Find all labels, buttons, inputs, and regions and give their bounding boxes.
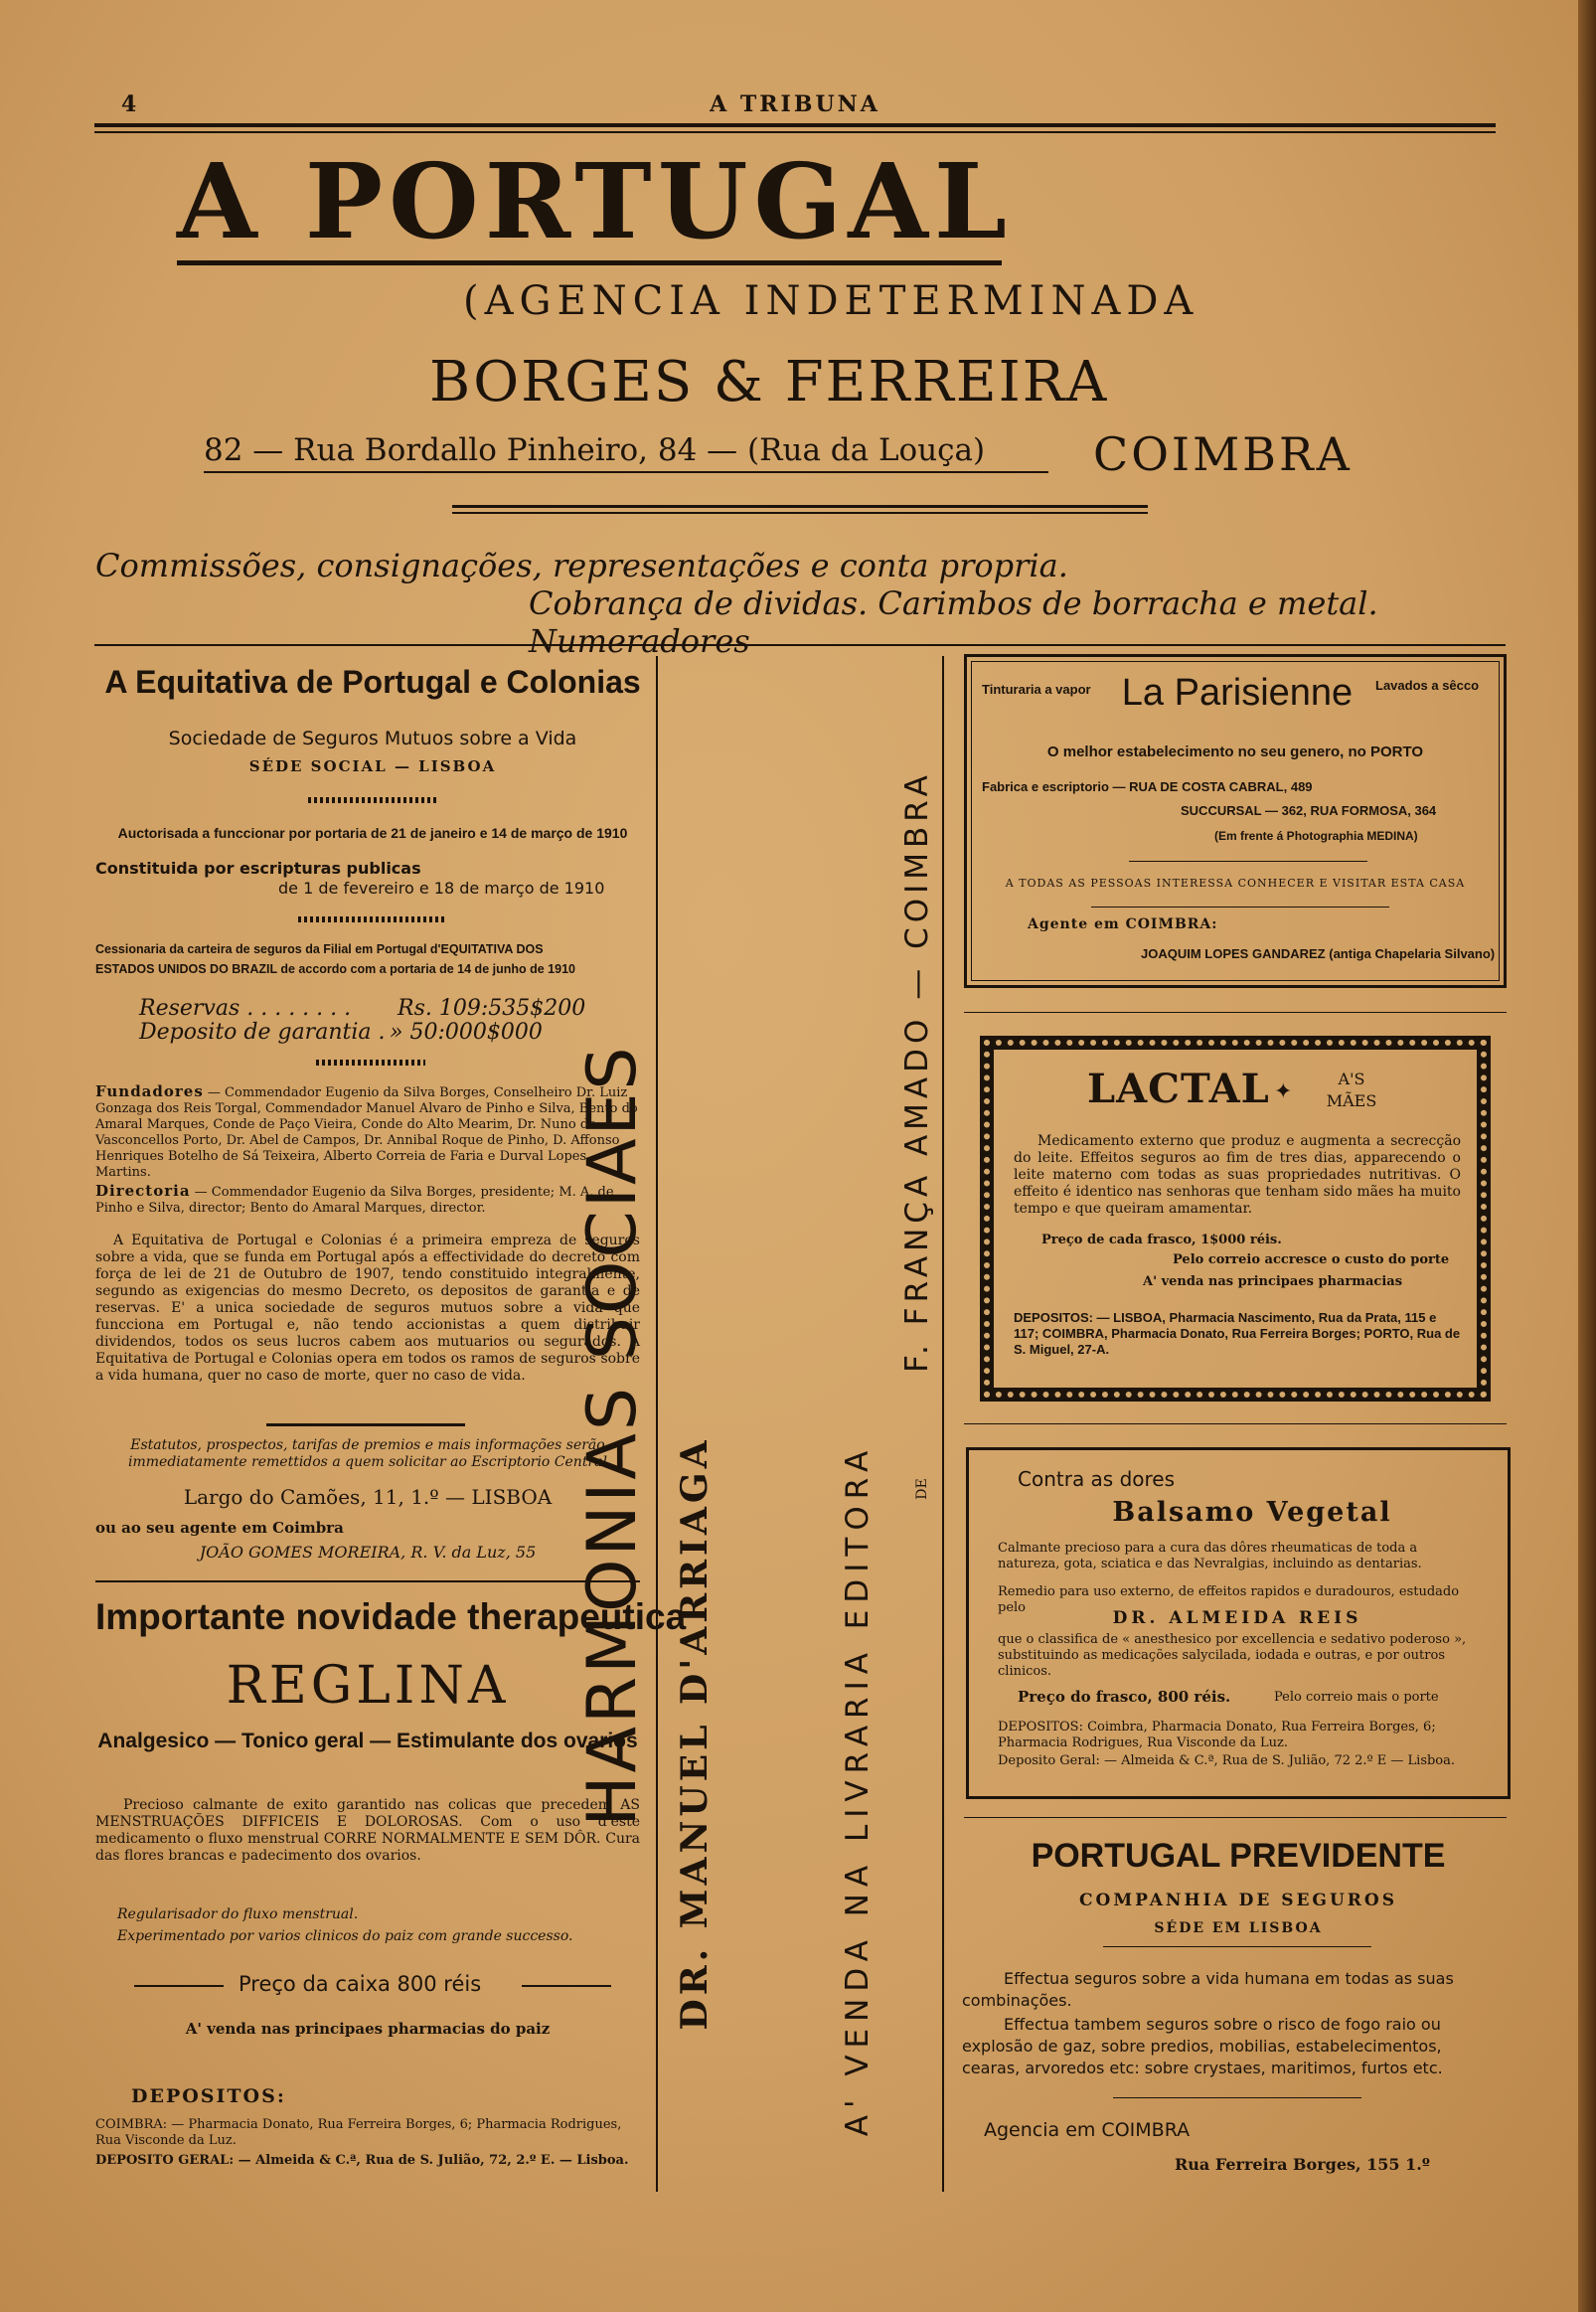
regina-price-rule-left [134, 1985, 224, 1987]
lactal-for-1: A'S [1338, 1070, 1365, 1088]
previdente-body-2: Effectua tambem seguros sobre o risco de fogo raio ou explosão de gaz, sobre predios, mobilias, estabelecimentos, cearas, arvoredos etc: sobre crystaes, maritimos, furtos etc. [962, 2015, 1443, 2077]
regina-line-1: Regularisador do fluxo menstrual. [117, 1906, 359, 1922]
equitativa-auth: Auctorisada a funccionar por portaria de 21 de janeiro e 14 de março de 1910 [117, 825, 628, 841]
vertical-sale: A' VENDA NA LIVRARIA EDITORA [840, 1443, 876, 2137]
previdente-subtitle: COMPANHIA DE SEGUROS [1079, 1891, 1397, 1910]
vertical-author: DR. MANUEL D'ARRIAGA [674, 1436, 716, 2031]
equitativa-subtitle: Sociedade de Seguros Mutuos sobre a Vida [168, 728, 577, 749]
regina-deposits-text: COIMBRA: — Pharmacia Donato, Rua Ferreira Borges, 6; Pharmacia Rodrigues, Rua Visconde da Luz. [95, 2117, 622, 2148]
previdente-rule [1103, 1946, 1371, 1947]
equitativa-reserves-value: Rs. 109:535$200 [398, 996, 586, 1021]
parisienne-branch-note: (Em frente á Photographia MEDINA) [1214, 829, 1418, 843]
parisienne-factory: Fabrica e escriptorio — RUA DE COSTA CABRAL, 489 [982, 779, 1313, 794]
balsamo-body-2: Remedio para uso externo, de effeitos rapidos e duradouros, estudado pelo [998, 1584, 1460, 1615]
previdente-rule-2 [1113, 2097, 1361, 2098]
parisienne-invite: A TODAS AS PESSOAS INTERESSA CONHECER E VISITAR ESTA CASA [1005, 877, 1466, 890]
balsamo-deposits: DEPOSITOS: Coimbra, Pharmacia Donato, Rua Ferreira Borges, 6; Pharmacia Rodrigues, Rua Visconde da Luz. [998, 1720, 1436, 1750]
portugal-address: 82 — Rua Bordallo Pinheiro, 84 — (Rua da Louça) [204, 432, 986, 468]
parisienne-rule-2 [1091, 907, 1389, 908]
portugal-title-underline [177, 260, 1002, 265]
portugal-title: A PORTUGAL [177, 140, 1014, 262]
regina-body: Precioso calmante de exito garantido nas colicas que precedem AS MENSTRUAÇÕES DIFFICEIS E DOLOROSAS. Com o uso d'este medicamento o fluxo menstrual CORRE NORMALMENTE E SEM DÔR. Cura das flores brancas e padecimento dos ovarios. [95, 1797, 640, 1864]
regina-deposits-title: DEPOSITOS: [131, 2085, 286, 2107]
regina-deposit-general: DEPOSITO GERAL: — Almeida & C.ª, Rua de S. Julião, 72, 2.º E. — Lisboa. [95, 2153, 629, 2168]
equitativa-sede: SÉDE SOCIAL — LISBOA [248, 757, 497, 775]
portugal-deco-rule-2 [452, 512, 1148, 514]
previdente-title: PORTUGAL PREVIDENTE [1031, 1837, 1446, 1875]
balsamo-body-1: Calmante precioso para a cura das dôres rheumaticas de toda a natureza, gota, sciatica e das Nevralgias, incluindo as dentarias. [998, 1541, 1422, 1571]
regina-line-2: Experimentado por varios clinicos do paiz com grande successo. [117, 1928, 573, 1944]
equitativa-reserves-label: Reservas . . . . . . . . [139, 996, 352, 1021]
equitativa-bottom-rule [95, 1580, 640, 1582]
parisienne-right-tag: Lavados a sêcco [1375, 678, 1480, 693]
founders-text: — Commendador Eugenio da Silva Borges, Conselheiro Dr. Luiz Gonzaga dos Reis Torgal, Commendador Manuel Alvaro de Pinho e Silva, Bento do Amaral Marques, Conde de Paço Vieira, Conde do Alto Mearim, Dr. Nuno de Vasconcellos Porto, Dr. Abel de Campos, Dr. Annibal Roque de Pinho, D. Affonso Henriques Botelho de Sá Teixeira, Alberto Correia de Faria e Durval Lopes Martins. [95, 1085, 638, 1180]
directory-text: — Commendador Eugenio da Silva Borges, presidente; M. A. de Pinho e Silva, director; Bento do Amaral Marques, director. [95, 1185, 614, 1216]
equitativa-ornament [308, 797, 437, 803]
equitativa-body: A Equitativa de Portugal e Colonias é a primeira empreza de seguros sobre a vida, que se funda em Portugal após a effectividade do decreto com força de lei de 21 de Outubro de 1907, tendo constituido integralmente, segundo as exigencias do mesmo Decreto, os depositos de garantia e de reservas. E' a unica sociedade de seguros mutuos sobre a vida que funcciona em Portugal e, não tendo accionistas a quem distribuir dividendos, todos os seus lucros cabem aos mutuarios ou segurados. A Equitativa de Portugal e Colonias opera em todos os ramos de seguros sobre a vida humana, quer no caso de morte, quer no caso de vida. [95, 1233, 640, 1384]
portugal-city: COIMBRA [1093, 427, 1353, 481]
masthead: A TRIBUNA [710, 91, 880, 117]
equitativa-agent-intro: ou ao seu agente em Coimbra [95, 1519, 344, 1537]
equitativa-cession-2: ESTADOS UNIDOS DO BRAZIL de accordo com a portaria de 14 de junho de 1910 [95, 962, 575, 976]
founders-label: Fundadores [95, 1082, 204, 1100]
equitativa-agent: JOÃO GOMES MOREIRA, R. V. da Luz, 55 [199, 1543, 537, 1562]
equitativa-statutes: Estatutos, prospectos, tarifas de premios e mais informações serão immediatamente remettidos a quem solicitar ao Escriptorio Central [128, 1437, 607, 1470]
column-rule-right [942, 656, 944, 2192]
parisienne-name: La Parisienne [1121, 672, 1354, 714]
page-number: 4 [121, 91, 137, 117]
lactal-body: Medicamento externo que produz e augmenta a secrecção do leite. Effeitos seguros ao fim de tres dias, apparecendo o leite materno com todas as suas propriedades nutritivas. O effeito é identico nas senhoras que tenham sido mães ha muito tempo e que queiram amamentar. [1014, 1133, 1461, 1217]
balsamo-price: Preço do frasco, 800 réis. [1018, 1688, 1231, 1706]
balsamo-post: Pelo correio mais o porte [1274, 1690, 1439, 1705]
portugal-services-1: Commissões, consignações, representações e conta propria. [95, 547, 1068, 584]
lactal-name: LACTAL [1087, 1066, 1270, 1112]
balsamo-body-3: que o classifica de « anesthesico por excellencia e sedativo poderoso », substituindo as medicações salycilada, iodada e outras, e por outros clinicos. [998, 1632, 1467, 1679]
directory-label: Directoria [95, 1182, 191, 1200]
equitativa-deposit-value: » 50:000$000 [390, 1020, 543, 1045]
header-rule [94, 123, 1496, 127]
lactal-star-icon: ✦ [1274, 1079, 1293, 1104]
equitativa-office-address: Largo do Camões, 11, 1.º — LISBOA [183, 1485, 553, 1509]
portugal-subtitle: (AGENCIA INDETERMINADA [463, 278, 1199, 324]
balsamo-intro: Contra as dores [1018, 1467, 1176, 1491]
regina-tagline: Analgesico — Tonico geral — Estimulante dos ovarios [97, 1730, 638, 1752]
vertical-publisher: F. FRANÇA AMADO — COIMBRA [899, 770, 935, 1373]
parisienne-left-tag: Tinturaria a vapor [982, 682, 1091, 697]
equitativa-rule [266, 1423, 465, 1426]
equitativa-ornament-3 [316, 1060, 425, 1066]
header-rule-2 [94, 131, 1496, 133]
section-rule [94, 644, 1506, 646]
balsamo-deposit-general: Deposito Geral: — Almeida & C.ª, Rua de S. Julião, 72 2.º E — Lisboa. [998, 1753, 1456, 1768]
parisienne-rule [1129, 861, 1367, 862]
balsamo-doctor: DR. ALMEIDA REIS [1112, 1608, 1362, 1628]
regina-headline: Importante novidade therapeutica [95, 1596, 687, 1637]
lactal-post: Pelo correio accresce o custo do porte [1173, 1252, 1450, 1267]
regina-sale: A' venda nas principaes pharmacias do paiz [185, 2020, 551, 2038]
equitativa-constituted-1: Constituida por escripturas publicas [95, 859, 421, 878]
equitativa-directory [95, 1183, 640, 1217]
regina-name: REGLINA [226, 1656, 510, 1716]
portugal-address-underline [204, 471, 1048, 473]
equitativa-ornament-2 [298, 916, 447, 922]
regina-price-rule-right [522, 1985, 611, 1987]
divider-3 [964, 1817, 1507, 1818]
regina-price: Preço da caixa 800 réis [239, 1972, 482, 1996]
page-spine-shadow [1578, 0, 1596, 2312]
portugal-services-2: Cobrança de dividas. Carimbos de borracha e metal. Numeradores [529, 584, 1378, 660]
divider-2 [964, 1423, 1507, 1424]
previdente-sede: SÉDE EM LISBOA [1154, 1920, 1323, 1936]
parisienne-branch: SUCCURSAL — 362, RUA FORMOSA, 364 [1181, 803, 1437, 818]
lactal-price: Preço de cada frasco, 1$000 réis. [1041, 1233, 1282, 1247]
lactal-sale: A' venda nas principaes pharmacias [1143, 1274, 1403, 1289]
equitativa-founders [95, 1083, 640, 1181]
lactal-deposits: DEPOSITOS: — LISBOA, Pharmacia Nascimento, Rua da Prata, 115 e 117; COIMBRA, Pharmacia Donato, Rua Ferreira Borges; PORTO, Rua de S. Miguel, 27-A. [1014, 1310, 1461, 1357]
portugal-firm: BORGES & FERREIRA [429, 350, 1109, 414]
previdente-address: Rua Ferreira Borges, 155 1.º [1175, 2155, 1430, 2174]
vertical-title: HARMONIAS SOCIAES [573, 1044, 652, 1827]
balsamo-name: Balsamo Vegetal [1112, 1497, 1392, 1528]
equitativa-deposit-label: Deposito de garantia . [139, 1020, 386, 1045]
parisienne-agent-label: Agente em COIMBRA: [1028, 916, 1218, 932]
equitativa-constituted-2: de 1 de fevereiro e 18 de março de 1910 [278, 879, 605, 898]
vertical-de: DE [914, 1478, 930, 1500]
previdente-agency: Agencia em COIMBRA [984, 2119, 1191, 2141]
portugal-deco-rule [452, 505, 1148, 508]
divider-1 [964, 1012, 1507, 1013]
column-rule-left [656, 656, 658, 2192]
previdente-body-1: Effectua seguros sobre a vida humana em todas as suas combinações. [962, 1969, 1454, 2010]
equitativa-title: A Equitativa de Portugal e Colonias [104, 664, 641, 700]
parisienne-agent: JOAQUIM LOPES GANDAREZ (antiga Chapelaria Silvano) [1141, 946, 1496, 961]
parisienne-best: O melhor estabelecimento no seu genero, no PORTO [1046, 743, 1424, 760]
lactal-for-2: MÃES [1326, 1091, 1377, 1110]
equitativa-cession-1: Cessionaria da carteira de seguros da Filial em Portugal d'EQUITATIVA DOS [95, 942, 544, 956]
